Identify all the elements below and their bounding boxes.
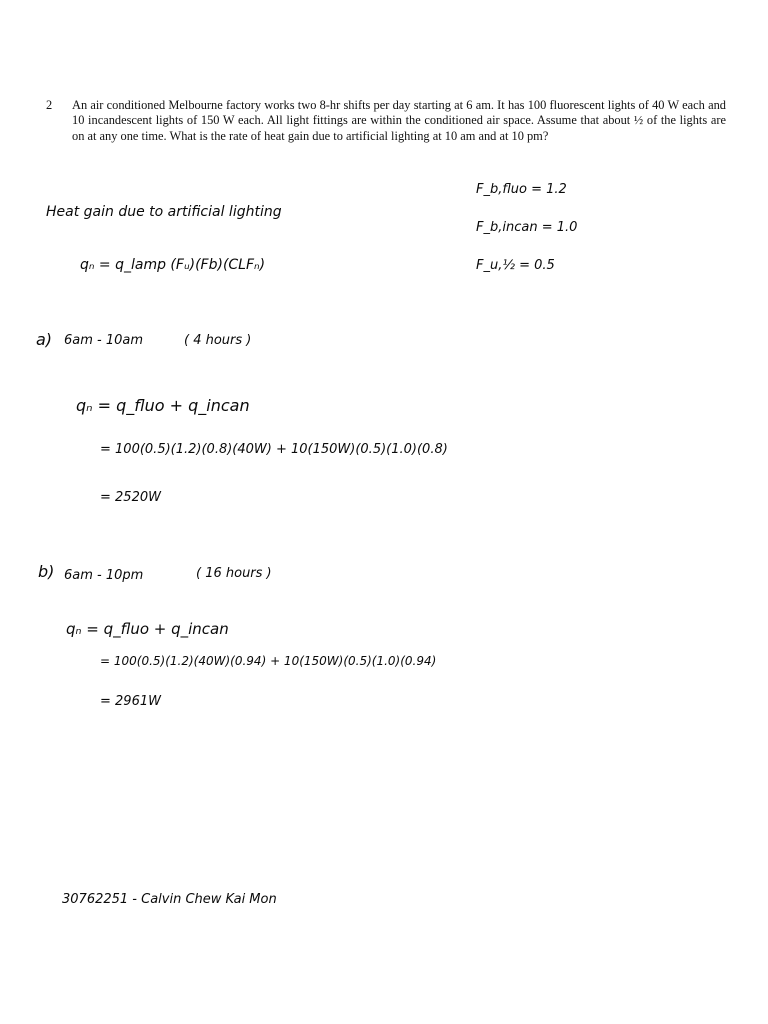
part-a-duration: ( 4 hours ) [184, 333, 252, 348]
part-b-range: 6am - 10pm [64, 568, 144, 583]
part-a-equation-2: = 100(0.5)(1.2)(0.8)(40W) + 10(150W)(0.5)(1.0)(0.8) [100, 442, 448, 457]
student-signature: 30762251 - Calvin Chew Kai Mon [62, 892, 277, 907]
part-a-result: = 2520W [100, 490, 161, 505]
part-a-label: a) [36, 330, 53, 349]
factor-fb-fluo: F_b,fluo = 1.2 [476, 182, 567, 197]
part-a-range: 6am - 10am [64, 333, 144, 348]
heat-gain-formula: qₙ = q_lamp (Fᵤ)(Fb)(CLFₙ) [80, 257, 266, 273]
solution-heading: Heat gain due to artificial lighting [46, 204, 282, 220]
question-text: An air conditioned Melbourne factory works two 8-hr shifts per day starting at 6 am. It has 100 fluorescent lights of 40 W each and 10 incandescent lights of 150 W each. All light fittings are within the conditioned air space. Assume that about ½ of the lights are on at any one time. What is the rate of heat gain due to artificial lighting at 10 am and at 10 pm? [72, 98, 726, 143]
factor-fu: F_u,½ = 0.5 [476, 258, 555, 273]
question-number: 2 [46, 98, 53, 112]
part-b-result: = 2961W [100, 694, 161, 709]
part-b-label: b) [38, 562, 55, 581]
part-b-equation-2: = 100(0.5)(1.2)(40W)(0.94) + 10(150W)(0.5)(1.0)(0.94) [100, 654, 437, 668]
part-b-duration: ( 16 hours ) [196, 566, 272, 581]
part-a-equation-1: qₙ = q_fluo + q_incan [76, 396, 250, 415]
part-b-equation-1: qₙ = q_fluo + q_incan [66, 620, 229, 638]
factor-fb-incan: F_b,incan = 1.0 [476, 220, 578, 235]
